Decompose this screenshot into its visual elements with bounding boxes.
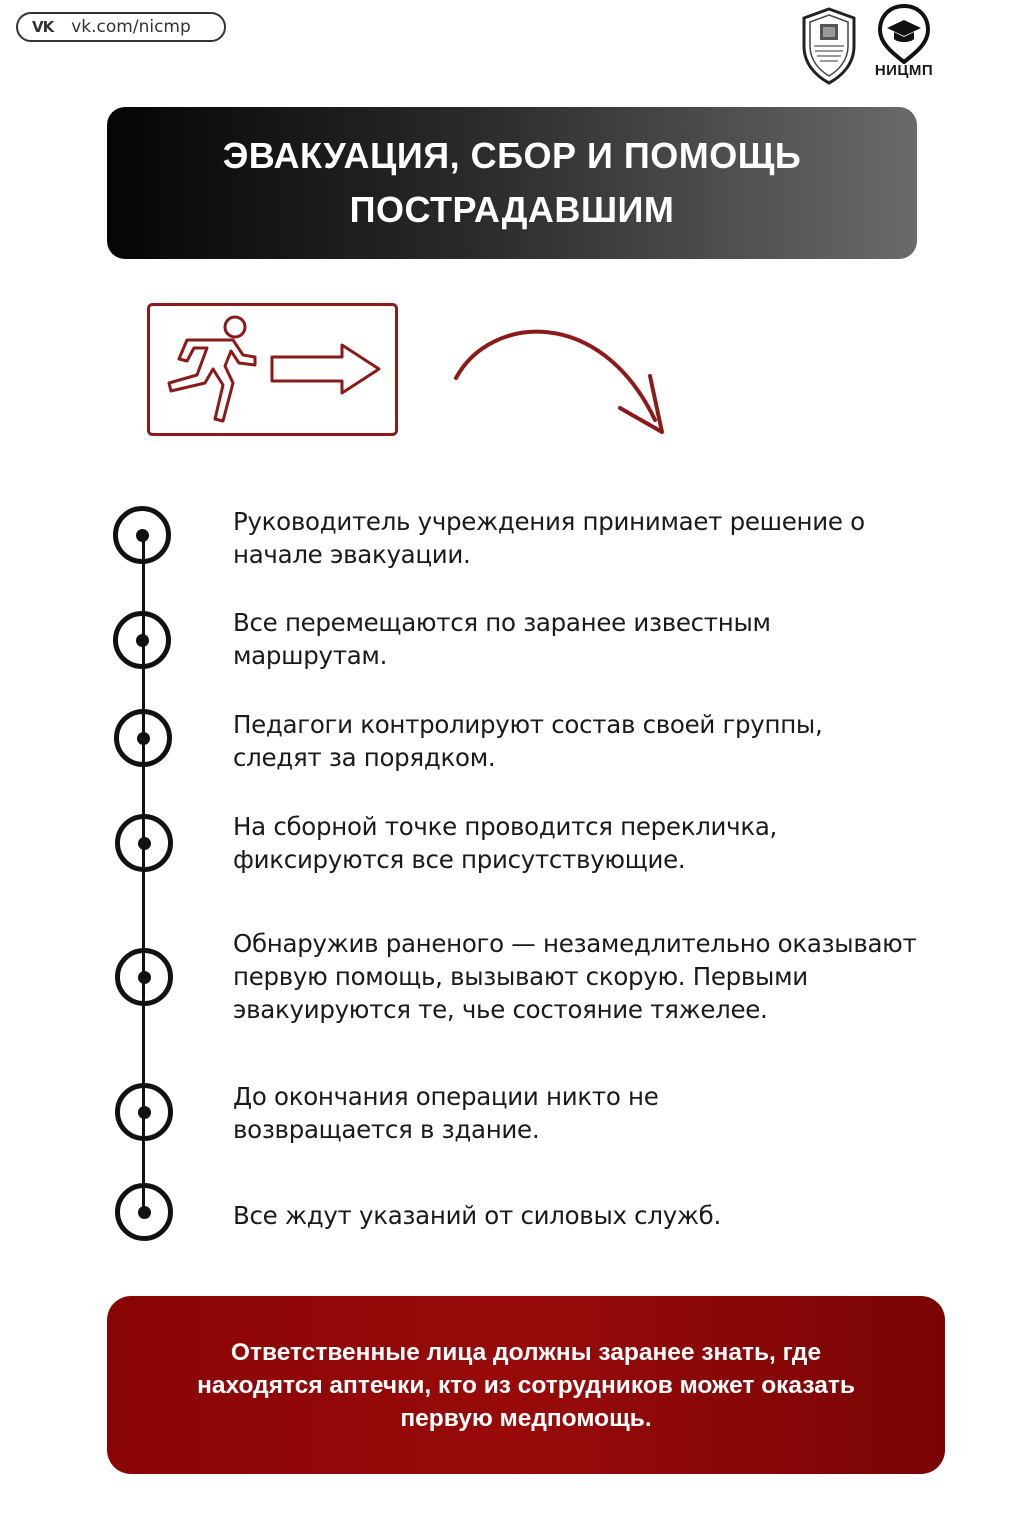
vk-logo-icon: VK (32, 18, 54, 36)
timeline-node (115, 1183, 173, 1241)
timeline-node (115, 814, 173, 872)
curved-arrow-icon (450, 320, 670, 440)
timeline-node (115, 948, 173, 1006)
page-title (223, 129, 802, 237)
title-line-1: ЭВАКУАЦИЯ, СБОР И ПОМОЩЬ (222, 135, 802, 176)
timeline-node (114, 709, 172, 767)
step-6-text: До окончания операции никто не возвращается в здание. (233, 1082, 659, 1144)
running-man-exit-icon (147, 303, 398, 436)
step-7-text: Все ждут указаний от силовых служб. (233, 1201, 721, 1230)
step-2-text: Все перемещаются по заранее известным маршрутам. (233, 608, 771, 670)
title-banner (107, 107, 917, 259)
timeline-node (113, 611, 171, 669)
note-banner (107, 1296, 945, 1474)
note-text: Ответственные лица должны заранее знать, где находятся аптечки, кто из сотрудников может оказать первую медпомощь. (197, 1338, 855, 1432)
vk-link[interactable] (16, 12, 226, 42)
nicmp-logo-text: НИЦМП (874, 62, 934, 79)
timeline-node (113, 506, 171, 564)
step-5-text: Обнаружив раненого — незамедлительно оказывают первую помощь, вызывают скорую. Первыми эвакуируются те, чье состояние тяжелее. (233, 929, 917, 1024)
nicmp-logo (866, 4, 942, 88)
vk-link-text: vk.com/nicmp (71, 17, 191, 37)
graduation-cap-pin-icon (877, 4, 931, 64)
step-1-text: Руководитель учреждения принимает решение о начале эвакуации. (233, 507, 865, 569)
title-line-2: ПОСТРАДАВШИМ (349, 189, 675, 230)
step-4-text: На сборной точке проводится перекличка, фиксируются все присутствующие. (233, 812, 778, 874)
step-3-text: Педагоги контролируют состав своей группы, следят за порядком. (233, 710, 823, 772)
timeline-node (115, 1083, 173, 1141)
shield-emblem-icon (800, 6, 858, 86)
